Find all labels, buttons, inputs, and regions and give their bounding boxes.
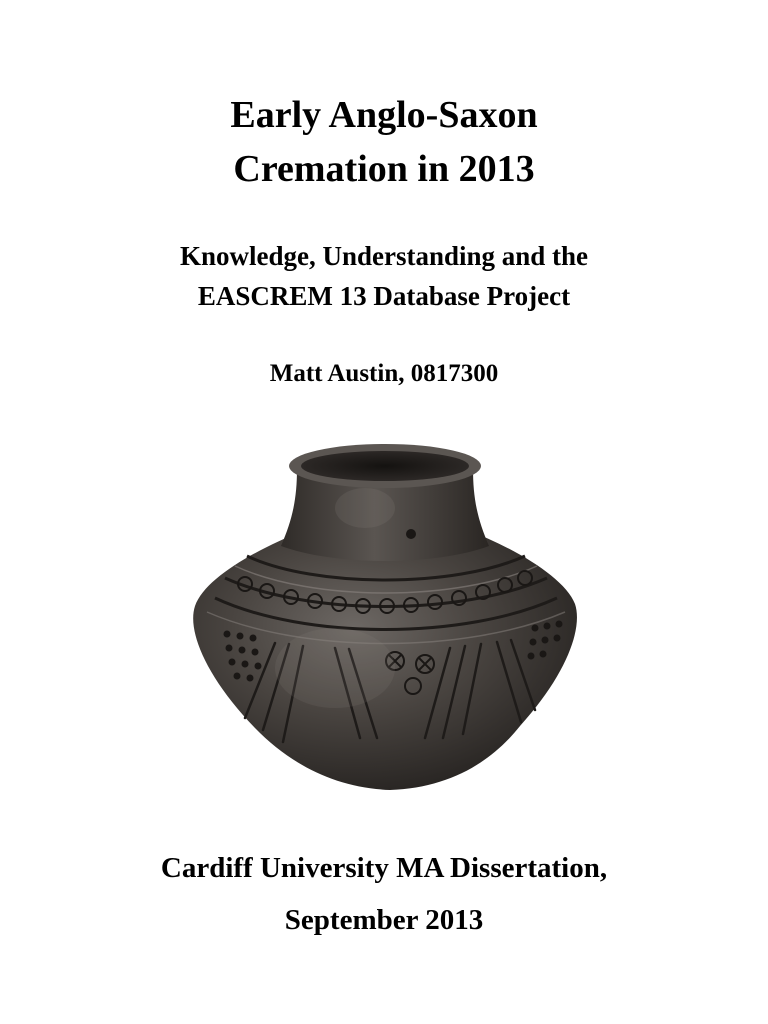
document-title [0,88,768,196]
institution-line: Cardiff University MA Dissertation, [160,852,608,884]
document-subtitle [0,236,768,316]
cremation-urn-image [185,438,585,798]
title-line-1: Early Anglo-Saxon [230,94,538,136]
author-line: Matt Austin, 0817300 [269,360,499,387]
urn-mouth [301,451,469,481]
title-line-2: Cremation in 2013 [233,148,535,190]
subtitle-line-1: Knowledge, Understanding and the [179,241,589,271]
date-line: September 2013 [284,904,484,936]
subtitle-line-2: EASCREM 13 Database Project [197,281,571,311]
urn-illustration [185,438,585,798]
